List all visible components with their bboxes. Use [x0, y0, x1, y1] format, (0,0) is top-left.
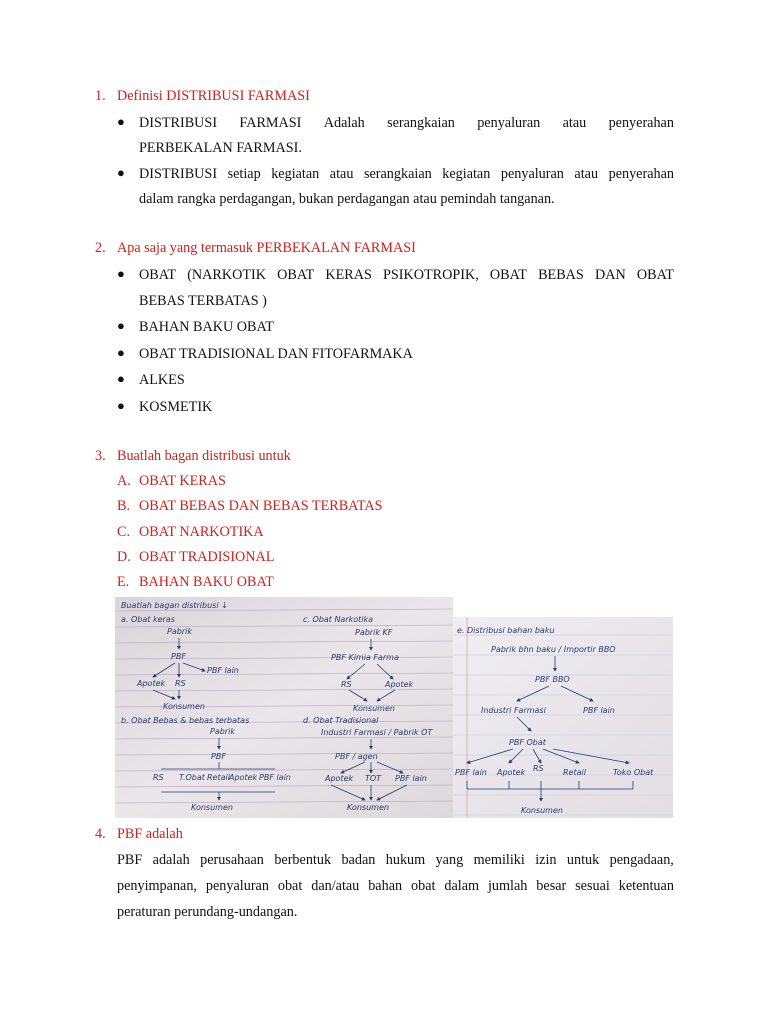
- s1-b2-line1: [139, 165, 674, 183]
- word: atau: [574, 166, 599, 182]
- diag-b-label: b. Obat Bebas & bebas terbatas: [121, 716, 250, 725]
- bullet-icon: ●: [117, 345, 125, 360]
- diag-c-label: c. Obat Narkotika: [303, 615, 374, 624]
- diag-e-pbf-lain-2: PBF lain: [455, 768, 487, 777]
- diag-a-konsumen: Konsumen: [163, 702, 205, 711]
- word: jumlah: [487, 878, 528, 894]
- word: izin: [535, 852, 557, 868]
- word: untuk: [566, 852, 600, 868]
- word: memiliki: [473, 852, 525, 868]
- diag-e-retail: Retail: [563, 768, 586, 777]
- s4-para-line2: [117, 877, 674, 895]
- word: PSIKOTROPIK,: [382, 267, 479, 283]
- bullet-icon: ●: [117, 114, 125, 129]
- bullet-icon: ●: [117, 266, 125, 281]
- word: OBAT: [636, 267, 674, 283]
- diag-b-apotek: Apotek: [229, 773, 258, 782]
- word: OBAT: [139, 267, 177, 283]
- word: sesuai: [575, 878, 610, 894]
- section-2-title: [117, 239, 416, 257]
- word: PBF: [117, 852, 143, 868]
- diag-a-pabrik: Pabrik: [167, 627, 192, 636]
- word: OBAT: [489, 267, 527, 283]
- diag-e-pbf-lain-1: PBF lain: [583, 706, 615, 715]
- word: dalam: [444, 878, 480, 894]
- diag-e-pbf-bbo: PBF BBO: [535, 675, 570, 684]
- handwritten-diagram-right-svg: [453, 617, 673, 818]
- word: penyaluran: [205, 878, 269, 894]
- diag-b-retail: Retail: [207, 773, 230, 782]
- diag-a-rs: RS: [175, 679, 186, 688]
- word: yang: [435, 852, 464, 868]
- s2-b4: ALKES: [139, 372, 185, 388]
- section-1-number: 1.: [95, 88, 106, 104]
- diag-d-pbf-agen: PBF / agen: [335, 752, 378, 761]
- diag-d-industri: Industri Farmasi / Pabrik OT: [321, 728, 433, 737]
- word: serangkaian: [387, 115, 455, 131]
- diag-c-konsumen: Konsumen: [353, 704, 395, 713]
- word: FARMASI: [239, 115, 302, 131]
- word: atau: [562, 115, 587, 131]
- section-2-title-highlight: PERBEKALAN FARMASI: [256, 240, 416, 256]
- diag-d-label: d. Obat Tradisional: [303, 716, 379, 725]
- word: penyerahan: [608, 166, 674, 182]
- section-1-title: Definisi DISTRIBUSI FARMASI: [117, 88, 310, 104]
- s2-b1-line2: BEBAS TERBATAS ): [139, 293, 267, 309]
- diag-d-pbf-lain: PBF lain: [395, 774, 427, 783]
- word: penyaluran: [500, 166, 564, 182]
- diag-e-pabrik: Pabrik bhn baku / Importir BBO: [491, 645, 616, 654]
- word: kegiatan: [442, 166, 491, 182]
- bullet-icon: ●: [117, 318, 125, 333]
- word: berbentuk: [274, 852, 332, 868]
- s2-b5: KOSMETIK: [139, 399, 213, 415]
- diag-b-pbf-lain: PBF lain: [259, 773, 291, 782]
- section-4-title: PBF adalah: [117, 826, 183, 842]
- diag-e-apotek: Apotek: [497, 768, 526, 777]
- s3-item-d: OBAT TRADISIONAL: [139, 549, 275, 565]
- word: serangkaian: [363, 166, 432, 182]
- section-2-number: 2.: [95, 240, 106, 256]
- word: dan/atau: [311, 878, 360, 894]
- diag-a-pbf: PBF: [171, 652, 186, 661]
- word: badan: [341, 852, 376, 868]
- s1-b2-line2: dalam rangka perdagangan, bukan perdagangan atau pemindah tanganan.: [139, 191, 555, 207]
- handwritten-diagram-photo-right: [453, 617, 673, 818]
- photo-left-header: Buatlah bagan distribusi ↓: [121, 601, 228, 610]
- s3-item-e-letter: E.: [117, 574, 130, 590]
- s3-item-b: OBAT BEBAS DAN BEBAS TERBATAS: [139, 498, 383, 514]
- diag-b-rs: RS: [153, 773, 164, 782]
- s1-b1-line2: PERBEKALAN FARMASI.: [139, 140, 302, 156]
- diag-b-pbf: PBF: [211, 752, 226, 761]
- diag-d-tot: TOT: [365, 774, 382, 783]
- s3-item-d-letter: D.: [117, 549, 131, 565]
- word: setiap: [227, 166, 261, 182]
- s3-item-a: OBAT KERAS: [139, 473, 226, 489]
- word: perusahaan: [200, 852, 264, 868]
- s4-para-line3: peraturan perundang-undangan.: [117, 904, 298, 920]
- word: bahan: [368, 878, 403, 894]
- word: penyimpanan,: [117, 878, 197, 894]
- diag-b-konsumen: Konsumen: [191, 803, 233, 812]
- word: KERAS: [325, 267, 372, 283]
- word: obat: [277, 878, 303, 894]
- word: (NARKOTIK: [187, 267, 266, 283]
- diag-a-pbf-lain: PBF lain: [207, 666, 239, 675]
- word: BEBAS: [538, 267, 584, 283]
- bullet-icon: ●: [117, 371, 125, 386]
- word: ketentuan: [618, 878, 674, 894]
- word: besar: [536, 878, 567, 894]
- word: obat: [411, 878, 436, 894]
- word: adalah: [152, 852, 190, 868]
- s2-b2: BAHAN BAKU OBAT: [139, 319, 274, 335]
- word: penyaluran: [477, 115, 541, 131]
- word: atau: [329, 166, 354, 182]
- word: penyerahan: [608, 115, 674, 131]
- diag-e-toko-obat: Toko Obat: [613, 768, 654, 777]
- diag-e-label: e. Distribusi bahan baku: [457, 626, 555, 635]
- diag-c-pabrik: Pabrik KF: [355, 628, 393, 637]
- s3-item-c-letter: C.: [117, 524, 131, 540]
- diag-e-industri: Industri Farmasi: [481, 706, 546, 715]
- diag-a-apotek: Apotek: [137, 679, 166, 688]
- s3-item-b-letter: B.: [117, 498, 131, 514]
- diag-b-pabrik: Pabrik: [210, 727, 235, 736]
- s3-item-c: OBAT NARKOTIKA: [139, 524, 264, 540]
- section-4-number: 4.: [95, 826, 106, 842]
- bullet-icon: ●: [117, 165, 125, 180]
- word: pengadaan,: [609, 852, 674, 868]
- word: kegiatan: [271, 166, 320, 182]
- diag-b-tobat: T.Obat: [179, 773, 205, 782]
- word: DISTRIBUSI: [139, 166, 218, 182]
- diag-a-label: a. Obat keras: [121, 615, 175, 624]
- s3-item-a-letter: A.: [117, 473, 131, 489]
- word: DAN: [594, 267, 626, 283]
- diag-d-apotek: Apotek: [325, 774, 354, 783]
- diag-c-rs: RS: [341, 680, 352, 689]
- s4-para-line1: [117, 851, 674, 869]
- s3-item-e: BAHAN BAKU OBAT: [139, 574, 274, 590]
- handwritten-diagram-left-svg: [115, 597, 453, 818]
- diag-c-apotek: Apotek: [385, 680, 414, 689]
- s2-b1-line1: [139, 266, 674, 284]
- section-3-title: Buatlah bagan distribusi untuk: [117, 448, 291, 464]
- word: DISTRIBUSI: [139, 115, 218, 131]
- handwritten-diagram-photo-left: [115, 597, 453, 818]
- s2-b3: OBAT TRADISIONAL DAN FITOFARMAKA: [139, 346, 413, 362]
- word: Adalah: [323, 115, 365, 131]
- s1-b1-line1: [139, 114, 674, 132]
- word: OBAT: [277, 267, 315, 283]
- diag-e-rs: RS: [533, 764, 544, 773]
- word: hukum: [385, 852, 426, 868]
- section-3-number: 3.: [95, 448, 106, 464]
- diag-e-pbf-obat: PBF Obat: [509, 738, 546, 747]
- diag-d-konsumen: Konsumen: [347, 803, 389, 812]
- section-2-title-prefix: Apa saja yang termasuk: [117, 240, 257, 256]
- diag-e-konsumen: Konsumen: [521, 806, 563, 815]
- diag-c-pbf: PBF Kimia Farma: [331, 653, 399, 662]
- bullet-icon: ●: [117, 398, 125, 413]
